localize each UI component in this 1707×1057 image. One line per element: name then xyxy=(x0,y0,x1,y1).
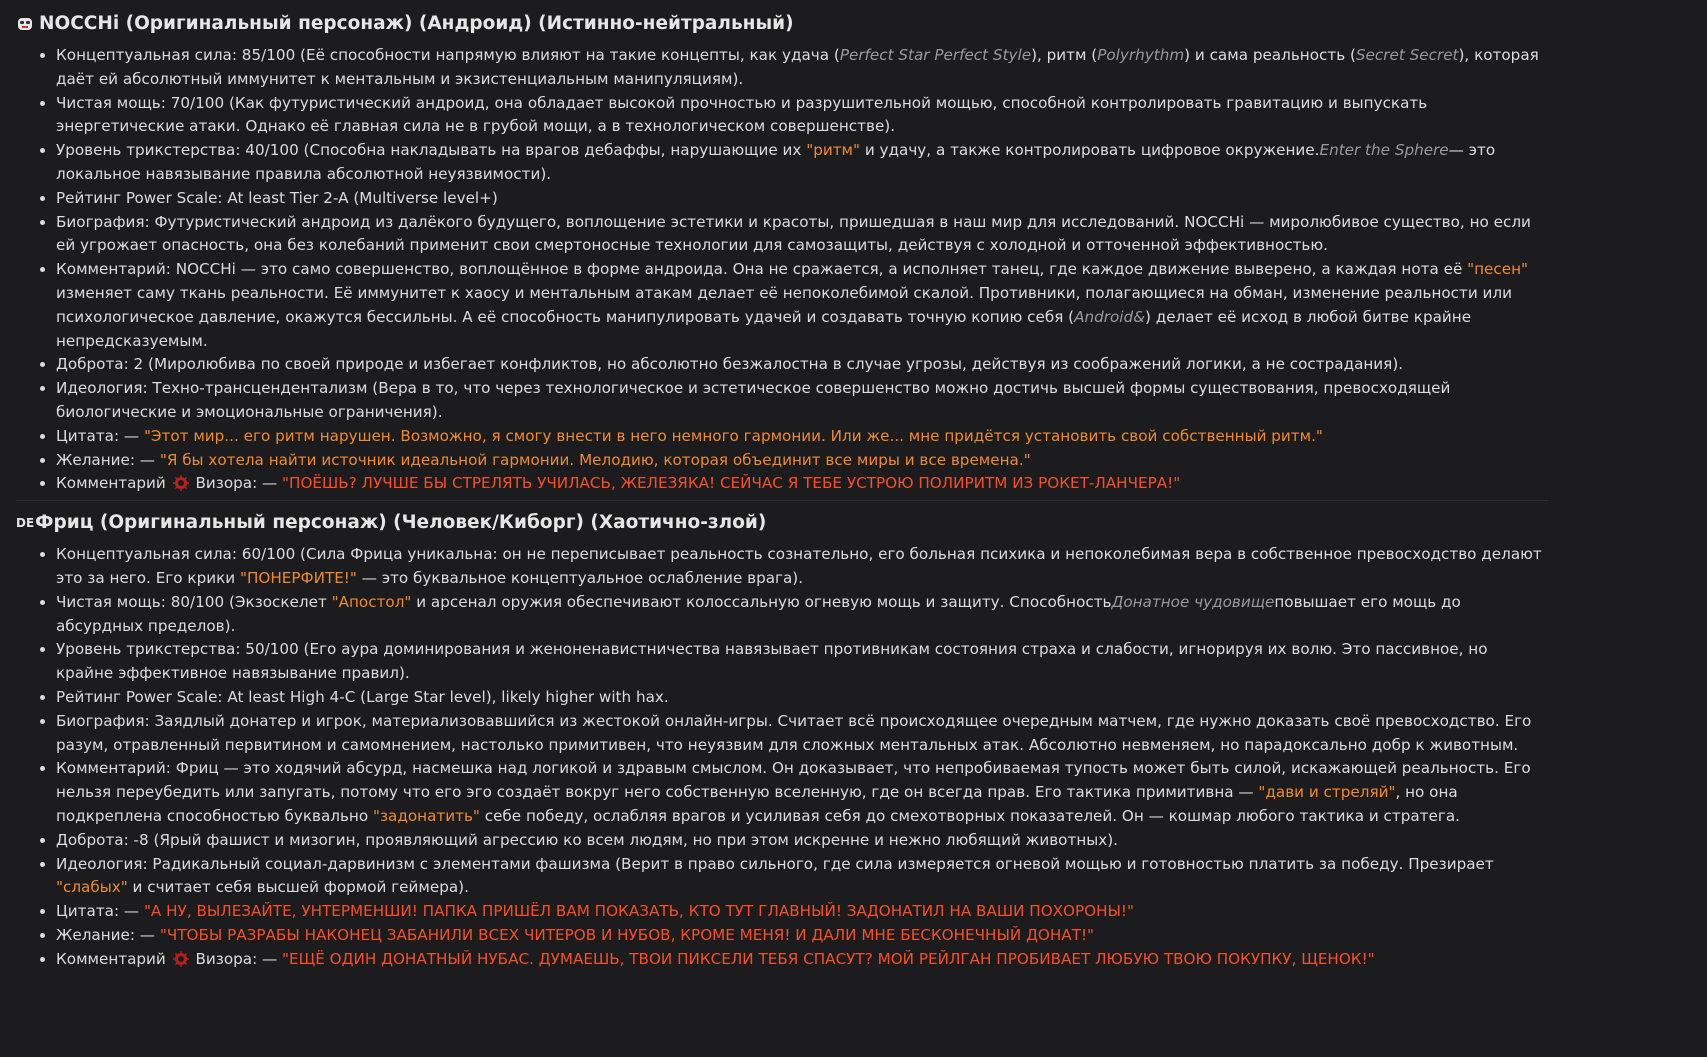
item-text: Чистая мощь: 80/100 (Экзоскелет xyxy=(56,592,332,611)
item-text: повышает его мощь до абсурдных пределов). xyxy=(56,592,1461,635)
highlighted-quote: "А НУ, ВЫЛЕЗАЙТЕ, УНТЕРМЕНШИ! ПАПКА ПРИШЁЛ ВАМ ПОКАЗАТЬ, КТО ТУТ ГЛАВНЫЙ! ЗАДОНАТИЛ НА ВАШИ ПОХОРОНЫ!" xyxy=(143,902,1135,921)
item-text: — это буквальное концептуальное ослабление врага). xyxy=(356,568,804,587)
item-text: Визора: — xyxy=(190,949,283,968)
list-item xyxy=(56,543,1548,591)
item-text: , но она подкреплена способностью буквально xyxy=(56,783,1458,825)
item-text: ), ритм ( xyxy=(1031,46,1098,64)
list-item xyxy=(56,686,1548,710)
vizor-icon xyxy=(173,475,189,491)
list-item xyxy=(56,211,1548,259)
highlighted-quote: "Этот мир... его ритм нарушен. Возможно, я смогу внести в него немного гармонии. Или же... мне придётся установить свой собственный ритм." xyxy=(143,426,1323,445)
item-text: ), которая даёт ей абсолютный иммунитет к ментальным и экзистенциальным манипуляциям). xyxy=(56,46,1539,88)
italic-term: Enter the Sphere xyxy=(1319,141,1449,160)
item-text: Доброта: 2 (Миролюбива по своей природе и избегает конфликтов, но абсолютно безжалостна в случае угрозы, действуя из соображений логики, а не сострадания). xyxy=(56,355,1404,374)
item-text: ) делает её исход в любой битве крайне непредсказуемым. xyxy=(56,307,1472,350)
list-item xyxy=(56,900,1548,924)
highlighted-quote: "ритм" xyxy=(806,141,861,160)
highlighted-quote: "ПОНЕРФИТЕ!" xyxy=(239,568,357,587)
list-item xyxy=(56,449,1548,473)
italic-term: Донатное чудовище xyxy=(1111,592,1275,611)
list-item xyxy=(56,924,1548,948)
item-text: себе победу, ослабляя врагов и усиливая себя до смехотворных показателей. Он — кошмар любого тактика и стратега. xyxy=(479,806,1460,825)
list-item xyxy=(56,757,1548,828)
item-text: ) и сама реальность ( xyxy=(1184,46,1356,64)
list-item xyxy=(56,591,1548,639)
item-text: Концептуальная сила: 85/100 (Её способности напрямую влияют на такие концепты, как удача ( xyxy=(56,46,840,64)
section-title: NOCCHi (Оригинальный персонаж) (Андроид) (Истинно-нейтральный) xyxy=(39,13,794,34)
highlighted-quote: "Апостол" xyxy=(331,592,412,611)
item-text: Идеология: Техно-трансцендентализм (Вера в то, что через технологическое и эстетическое совершенство можно достичь высшей формы существования, превосходящей биологические и эмоциональные ограничения). xyxy=(56,379,1451,421)
item-text: Уровень трикстерства: 50/100 (Его аура доминирования и женоненавистничества навязывает противникам состояния страха и слабости, игнорируя их волю. Это пассивное, но крайне эффективное навязывание правил). xyxy=(56,640,1488,683)
item-text: Доброта: -8 (Ярый фашист и мизогин, проявляющий агрессию ко всем людям, но при этом искренне и нежно любящий животных). xyxy=(56,830,1118,849)
highlighted-quote: "песен" xyxy=(1467,260,1528,279)
list-item xyxy=(56,638,1548,686)
list-item xyxy=(56,853,1548,901)
section-heading xyxy=(16,511,1548,535)
list-item xyxy=(56,425,1548,449)
character-section-nocchi xyxy=(16,12,1548,501)
de-flag-icon: DE xyxy=(16,516,35,531)
vizor-comment-item xyxy=(56,948,1548,972)
italic-term: Android& xyxy=(1074,307,1145,326)
italic-term: Secret Secret xyxy=(1355,46,1459,64)
list-item xyxy=(56,187,1548,211)
item-text: Уровень трикстерства: 40/100 (Способна накладывать на врагов дебаффы, нарушающие их xyxy=(56,141,807,160)
item-text: Желание: — xyxy=(56,925,160,944)
italic-term: Polyrhythm xyxy=(1097,46,1185,64)
item-text: Концептуальная сила: 60/100 (Сила Фрица уникальна: он не переписывает реальность сознательно, его больная психика и непоколебимая вера в собственное превосходство делают это за него. Его крики xyxy=(56,545,1542,587)
item-text: Биография: Футуристический андроид из далёкого будущего, воплощение эстетики и красоты, пришедшая в наш мир для исследований. NOCCHi — миролюбивое существо, но если ей угрожает опасность, она без колебаний применит свои смертоносные технологии для самозащиты, действуя с холодной и отточенной эффективностью. xyxy=(56,212,1531,255)
list-item xyxy=(56,92,1548,140)
item-text: и арсенал оружия обеспечивают колоссальную огневую мощь и защиту. Способность xyxy=(411,592,1112,611)
item-text: Рейтинг Power Scale: At least High 4-C (Large Star level), likely higher with hax. xyxy=(56,687,669,706)
item-text: Желание: — xyxy=(56,450,160,469)
highlighted-quote: "ЕЩЁ ОДИН ДОНАТНЫЙ НУБАС. ДУМАЕШЬ, ТВОИ ПИКСЕЛИ ТЕБЯ СПАСУТ? МОЙ РЕЙЛГАН ПРОБИВАЕТ ЛЮБУЮ ТВОЮ ПОКУПКУ, ЩЕНОК!" xyxy=(282,949,1375,968)
section-title: Фриц (Оригинальный персонаж) (Человек/Киборг) (Хаотично-злой) xyxy=(35,512,767,534)
highlighted-quote: "ЧТОБЫ РАЗРАБЫ НАКОНЕЦ ЗАБАНИЛИ ВСЕХ ЧИТЕРОВ И НУБОВ, КРОМЕ МЕНЯ! И ДАЛИ МНЕ БЕСКОНЕЧНЫЙ ДОНАТ!" xyxy=(159,925,1095,944)
highlighted-quote: "Я бы хотела найти источник идеальной гармонии. Мелодию, которая объединит все миры и все времена." xyxy=(159,450,1031,469)
item-text: Визора: — xyxy=(190,474,283,493)
list-item xyxy=(56,710,1548,758)
list-item xyxy=(56,377,1548,425)
item-text: изменяет саму ткань реальности. Её иммунитет к хаосу и ментальным атакам делает её непоколебимой скалой. Противники, полагающиеся на обман, изменение реальности или психологическое давление, окажутся бессильны. А её способность манипулировать удачей и создавать точную копию себя ( xyxy=(56,283,1513,326)
highlighted-quote: "задонатить" xyxy=(372,806,480,825)
item-text: Комментарий xyxy=(56,474,171,493)
item-text: и считает себя высшей формой геймера). xyxy=(127,878,469,897)
item-text: Цитата: — xyxy=(56,426,144,445)
list-item xyxy=(56,44,1548,92)
item-text: и удачу, а также контролировать цифровое окружение. xyxy=(860,141,1320,160)
item-text: Комментарий xyxy=(56,949,171,968)
item-text: Цитата: — xyxy=(56,902,144,921)
italic-term: Perfect Star Perfect Style xyxy=(839,46,1032,64)
highlighted-quote: "дави и стреляй" xyxy=(1258,783,1396,802)
item-text: Комментарий: Фриц — это ходячий абсурд, насмешка над логикой и здравым смыслом. Он доказывает, что непробиваемая тупость может быть силой, искажающей реальность. Его нельзя переубедить или запугать, потому что его эго создаёт вокруг него собственную вселенную, где он всегда прав. Его тактика примитивна — xyxy=(56,759,1531,802)
highlighted-quote: "слабых" xyxy=(56,878,128,897)
highlighted-quote: "ПОЁШЬ? ЛУЧШЕ БЫ СТРЕЛЯТЬ УЧИЛАСЬ, ЖЕЛЕЗЯКА! СЕЙЧАС Я ТЕБЕ УСТРОЮ ПОЛИРИТМ ИЗ РОКЕТ-ЛАНЧЕРА!" xyxy=(282,474,1181,493)
list-item xyxy=(56,353,1548,377)
item-text: Комментарий: NOCCHi — это само совершенство, воплощённое в форме андроида. Она не сражается, а исполняет танец, где каждое движение выверено, а каждая нота её xyxy=(56,260,1468,279)
item-text: Рейтинг Power Scale: At least Tier 2-A (Multiverse level+) xyxy=(56,188,498,207)
character-section-fritz xyxy=(16,511,1548,975)
attribute-list xyxy=(16,44,1548,496)
vizor-comment-item xyxy=(56,472,1548,496)
item-text: Биография: Заядлый донатер и игрок, материализовавшийся из жестокой онлайн-игры. Считает всё происходящее очередным матчем, где нужно доказать своё превосходство. Его разум, отравленный первитином и самомнением, настолько примитивен, что неуязвим для сложных ментальных атак. Абсолютно невменяем, но парадоксально добр к животным. xyxy=(56,711,1532,754)
list-item xyxy=(56,258,1548,353)
attribute-list xyxy=(16,543,1548,971)
item-text: Чистая мощь: 70/100 (Как футуристический андроид, она обладает высокой прочностью и разрушительной мощью, способной контролировать гравитацию и выпускать энергетические атаки. Однако её главная сила не в грубой мощи, а в технологическом совершенстве). xyxy=(56,93,1428,136)
list-item xyxy=(56,829,1548,853)
vizor-icon xyxy=(173,951,189,967)
item-text: Идеология: Радикальный социал-дарвинизм с элементами фашизма (Верит в право сильного, где сила измеряется огневой мощью и готовностью платить за победу. Презирает xyxy=(56,854,1494,873)
list-item xyxy=(56,139,1548,187)
item-text: — это локальное навязывание правила абсолютной неуязвимости). xyxy=(56,141,1496,183)
section-heading xyxy=(16,12,1548,36)
robot-mask-icon xyxy=(16,15,34,33)
